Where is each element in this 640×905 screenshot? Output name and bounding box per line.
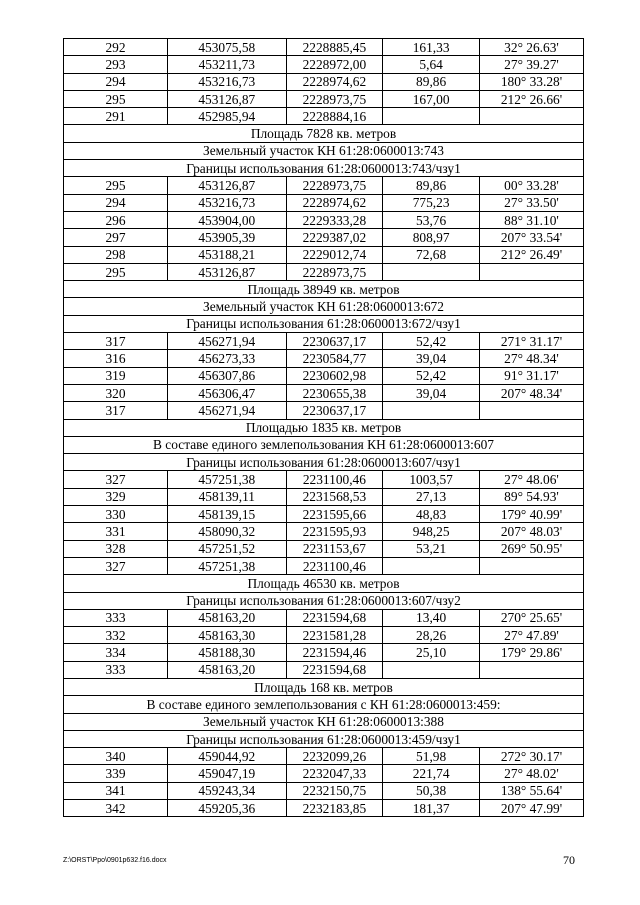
distance-cell: 5,64 [383, 56, 480, 73]
x-coordinate-cell: 456306,47 [168, 384, 287, 401]
point-row [64, 488, 584, 505]
y-coordinate-cell: 2230637,17 [286, 402, 383, 419]
y-coordinate-cell: 2230637,17 [286, 333, 383, 350]
x-coordinate-cell: 458163,20 [168, 661, 287, 678]
point-number-cell: 333 [64, 661, 168, 678]
bearing-cell: 271° 31.17' [479, 333, 583, 350]
x-coordinate-cell: 453905,39 [168, 229, 287, 246]
x-coordinate-cell: 453075,58 [168, 39, 287, 56]
bearing-cell [479, 108, 583, 125]
y-coordinate-cell: 2231153,67 [286, 540, 383, 557]
section-caption: Земельный участок КН 61:28:0600013:672 [64, 298, 584, 315]
section-caption-row [64, 315, 584, 332]
point-number-cell: 331 [64, 523, 168, 540]
bearing-cell: 88° 31.10' [479, 211, 583, 228]
bearing-cell: 91° 31.17' [479, 367, 583, 384]
section-caption-row [64, 419, 584, 436]
distance-cell: 50,38 [383, 782, 480, 799]
point-row [64, 557, 584, 574]
y-coordinate-cell: 2232099,26 [286, 748, 383, 765]
x-coordinate-cell: 457251,52 [168, 540, 287, 557]
bearing-cell: 179° 29.86' [479, 644, 583, 661]
bearing-cell: 212° 26.66' [479, 90, 583, 107]
y-coordinate-cell: 2230655,38 [286, 384, 383, 401]
bearing-cell: 27° 39.27' [479, 56, 583, 73]
x-coordinate-cell: 456307,86 [168, 367, 287, 384]
x-coordinate-cell: 453904,00 [168, 211, 287, 228]
x-coordinate-cell: 458163,30 [168, 627, 287, 644]
section-caption-row [64, 730, 584, 747]
point-row [64, 644, 584, 661]
x-coordinate-cell: 453126,87 [168, 90, 287, 107]
distance-cell: 39,04 [383, 350, 480, 367]
point-number-cell: 295 [64, 263, 168, 280]
point-number-cell: 317 [64, 402, 168, 419]
y-coordinate-cell: 2231595,66 [286, 506, 383, 523]
distance-cell [383, 263, 480, 280]
point-row [64, 56, 584, 73]
point-row [64, 800, 584, 817]
bearing-cell: 27° 48.34' [479, 350, 583, 367]
y-coordinate-cell: 2231568,53 [286, 488, 383, 505]
point-row [64, 471, 584, 488]
y-coordinate-cell: 2229333,28 [286, 211, 383, 228]
point-row [64, 246, 584, 263]
x-coordinate-cell: 453216,73 [168, 194, 287, 211]
bearing-cell: 212° 26.49' [479, 246, 583, 263]
x-coordinate-cell: 459243,34 [168, 782, 287, 799]
bearing-cell: 27° 48.06' [479, 471, 583, 488]
x-coordinate-cell: 458139,11 [168, 488, 287, 505]
section-caption-row [64, 678, 584, 695]
y-coordinate-cell: 2228973,75 [286, 90, 383, 107]
y-coordinate-cell: 2228972,00 [286, 56, 383, 73]
point-number-cell: 341 [64, 782, 168, 799]
bearing-cell: 270° 25.65' [479, 609, 583, 626]
bearing-cell [479, 661, 583, 678]
y-coordinate-cell: 2230584,77 [286, 350, 383, 367]
distance-cell: 167,00 [383, 90, 480, 107]
distance-cell [383, 402, 480, 419]
x-coordinate-cell: 453188,21 [168, 246, 287, 263]
section-caption-row [64, 142, 584, 159]
point-row [64, 609, 584, 626]
bearing-cell: 179° 40.99' [479, 506, 583, 523]
point-row [64, 263, 584, 280]
point-row [64, 229, 584, 246]
y-coordinate-cell: 2231100,46 [286, 557, 383, 574]
distance-cell: 27,13 [383, 488, 480, 505]
x-coordinate-cell: 457251,38 [168, 557, 287, 574]
section-caption: Границы использования 61:28:0600013:607/чзу1 [64, 454, 584, 471]
y-coordinate-cell: 2229012,74 [286, 246, 383, 263]
page-number: 70 [563, 853, 575, 867]
point-number-cell: 334 [64, 644, 168, 661]
section-caption-row [64, 281, 584, 298]
y-coordinate-cell: 2231595,93 [286, 523, 383, 540]
bearing-cell: 138° 55.64' [479, 782, 583, 799]
point-row [64, 506, 584, 523]
point-number-cell: 317 [64, 333, 168, 350]
point-number-cell: 293 [64, 56, 168, 73]
section-caption: Площадь 46530 кв. метров [64, 575, 584, 592]
y-coordinate-cell: 2228973,75 [286, 177, 383, 194]
x-coordinate-cell: 459205,36 [168, 800, 287, 817]
point-row [64, 782, 584, 799]
point-number-cell: 330 [64, 506, 168, 523]
distance-cell: 948,25 [383, 523, 480, 540]
y-coordinate-cell: 2231594,68 [286, 609, 383, 626]
distance-cell: 89,86 [383, 73, 480, 90]
distance-cell: 39,04 [383, 384, 480, 401]
distance-cell: 52,42 [383, 333, 480, 350]
point-number-cell: 342 [64, 800, 168, 817]
point-row [64, 177, 584, 194]
distance-cell: 53,76 [383, 211, 480, 228]
bearing-cell: 27° 47.89' [479, 627, 583, 644]
x-coordinate-cell: 458188,30 [168, 644, 287, 661]
bearing-cell: 207° 47.99' [479, 800, 583, 817]
y-coordinate-cell: 2231581,28 [286, 627, 383, 644]
distance-cell [383, 557, 480, 574]
section-caption-row [64, 436, 584, 453]
point-number-cell: 333 [64, 609, 168, 626]
point-row [64, 748, 584, 765]
x-coordinate-cell: 458163,20 [168, 609, 287, 626]
section-caption-row [64, 696, 584, 713]
point-number-cell: 295 [64, 177, 168, 194]
section-caption: Границы использования 61:28:0600013:743/чзу1 [64, 160, 584, 177]
y-coordinate-cell: 2228973,75 [286, 263, 383, 280]
bearing-cell [479, 263, 583, 280]
section-caption: Границы использования 61:28:0600013:459/чзу1 [64, 730, 584, 747]
bearing-cell: 27° 33.50' [479, 194, 583, 211]
y-coordinate-cell: 2232183,85 [286, 800, 383, 817]
coordinates-table [63, 38, 584, 817]
coordinates-table-body [64, 39, 584, 817]
distance-cell: 808,97 [383, 229, 480, 246]
distance-cell: 181,37 [383, 800, 480, 817]
x-coordinate-cell: 456271,94 [168, 402, 287, 419]
section-caption: Границы использования 61:28:0600013:672/чзу1 [64, 315, 584, 332]
distance-cell: 48,83 [383, 506, 480, 523]
bearing-cell: 89° 54.93' [479, 488, 583, 505]
point-number-cell: 319 [64, 367, 168, 384]
bearing-cell: 207° 33.54' [479, 229, 583, 246]
distance-cell: 53,21 [383, 540, 480, 557]
point-row [64, 402, 584, 419]
y-coordinate-cell: 2232150,75 [286, 782, 383, 799]
point-number-cell: 295 [64, 90, 168, 107]
point-row [64, 627, 584, 644]
point-row [64, 211, 584, 228]
section-caption-row [64, 160, 584, 177]
point-row [64, 765, 584, 782]
point-row [64, 350, 584, 367]
point-number-cell: 298 [64, 246, 168, 263]
y-coordinate-cell: 2231594,46 [286, 644, 383, 661]
point-row [64, 108, 584, 125]
x-coordinate-cell: 458139,15 [168, 506, 287, 523]
point-number-cell: 340 [64, 748, 168, 765]
x-coordinate-cell: 458090,32 [168, 523, 287, 540]
section-caption-row [64, 454, 584, 471]
point-number-cell: 327 [64, 471, 168, 488]
point-number-cell: 316 [64, 350, 168, 367]
point-row [64, 661, 584, 678]
y-coordinate-cell: 2232047,33 [286, 765, 383, 782]
section-caption-row [64, 713, 584, 730]
point-number-cell: 294 [64, 194, 168, 211]
section-caption: Площадь 7828 кв. метров [64, 125, 584, 142]
y-coordinate-cell: 2228974,62 [286, 194, 383, 211]
bearing-cell: 00° 33.28' [479, 177, 583, 194]
section-caption-row [64, 575, 584, 592]
point-row [64, 333, 584, 350]
x-coordinate-cell: 459044,92 [168, 748, 287, 765]
distance-cell: 72,68 [383, 246, 480, 263]
bearing-cell: 269° 50.95' [479, 540, 583, 557]
section-caption-row [64, 298, 584, 315]
distance-cell [383, 661, 480, 678]
distance-cell: 13,40 [383, 609, 480, 626]
distance-cell [383, 108, 480, 125]
point-number-cell: 296 [64, 211, 168, 228]
distance-cell: 89,86 [383, 177, 480, 194]
section-caption: Площадью 1835 кв. метров [64, 419, 584, 436]
bearing-cell: 207° 48.03' [479, 523, 583, 540]
section-caption: Площадь 168 кв. метров [64, 678, 584, 695]
point-row [64, 540, 584, 557]
y-coordinate-cell: 2228885,45 [286, 39, 383, 56]
x-coordinate-cell: 459047,19 [168, 765, 287, 782]
point-row [64, 39, 584, 56]
section-caption: В составе единого землепользования с КН 61:28:0600013:459: [64, 696, 584, 713]
x-coordinate-cell: 456271,94 [168, 333, 287, 350]
x-coordinate-cell: 456273,33 [168, 350, 287, 367]
point-number-cell: 291 [64, 108, 168, 125]
point-number-cell: 294 [64, 73, 168, 90]
x-coordinate-cell: 453216,73 [168, 73, 287, 90]
distance-cell: 51,98 [383, 748, 480, 765]
point-row [64, 90, 584, 107]
distance-cell: 25,10 [383, 644, 480, 661]
distance-cell: 52,42 [383, 367, 480, 384]
section-caption: Границы использования 61:28:0600013:607/чзу2 [64, 592, 584, 609]
point-number-cell: 292 [64, 39, 168, 56]
point-row [64, 367, 584, 384]
bearing-cell [479, 557, 583, 574]
distance-cell: 775,23 [383, 194, 480, 211]
bearing-cell: 32° 26.63' [479, 39, 583, 56]
section-caption: В составе единого землепользования КН 61:28:0600013:607 [64, 436, 584, 453]
point-number-cell: 329 [64, 488, 168, 505]
bearing-cell: 27° 48.02' [479, 765, 583, 782]
bearing-cell: 207° 48.34' [479, 384, 583, 401]
section-caption: Земельный участок КН 61:28:0600013:743 [64, 142, 584, 159]
distance-cell: 28,26 [383, 627, 480, 644]
x-coordinate-cell: 453211,73 [168, 56, 287, 73]
x-coordinate-cell: 452985,94 [168, 108, 287, 125]
bearing-cell [479, 402, 583, 419]
y-coordinate-cell: 2229387,02 [286, 229, 383, 246]
point-number-cell: 328 [64, 540, 168, 557]
point-number-cell: 320 [64, 384, 168, 401]
x-coordinate-cell: 453126,87 [168, 263, 287, 280]
point-row [64, 523, 584, 540]
y-coordinate-cell: 2231594,68 [286, 661, 383, 678]
x-coordinate-cell: 457251,38 [168, 471, 287, 488]
distance-cell: 1003,57 [383, 471, 480, 488]
point-row [64, 194, 584, 211]
document-file-path: Z:\ORST\Ppo\0901p632.f16.docx [63, 857, 167, 864]
point-row [64, 73, 584, 90]
y-coordinate-cell: 2228884,16 [286, 108, 383, 125]
bearing-cell: 272° 30.17' [479, 748, 583, 765]
point-number-cell: 327 [64, 557, 168, 574]
point-row [64, 384, 584, 401]
section-caption-row [64, 125, 584, 142]
x-coordinate-cell: 453126,87 [168, 177, 287, 194]
point-number-cell: 339 [64, 765, 168, 782]
section-caption: Площадь 38949 кв. метров [64, 281, 584, 298]
point-number-cell: 332 [64, 627, 168, 644]
point-number-cell: 297 [64, 229, 168, 246]
y-coordinate-cell: 2228974,62 [286, 73, 383, 90]
section-caption: Земельный участок КН 61:28:0600013:388 [64, 713, 584, 730]
section-caption-row [64, 592, 584, 609]
y-coordinate-cell: 2231100,46 [286, 471, 383, 488]
distance-cell: 161,33 [383, 39, 480, 56]
y-coordinate-cell: 2230602,98 [286, 367, 383, 384]
distance-cell: 221,74 [383, 765, 480, 782]
bearing-cell: 180° 33.28' [479, 73, 583, 90]
